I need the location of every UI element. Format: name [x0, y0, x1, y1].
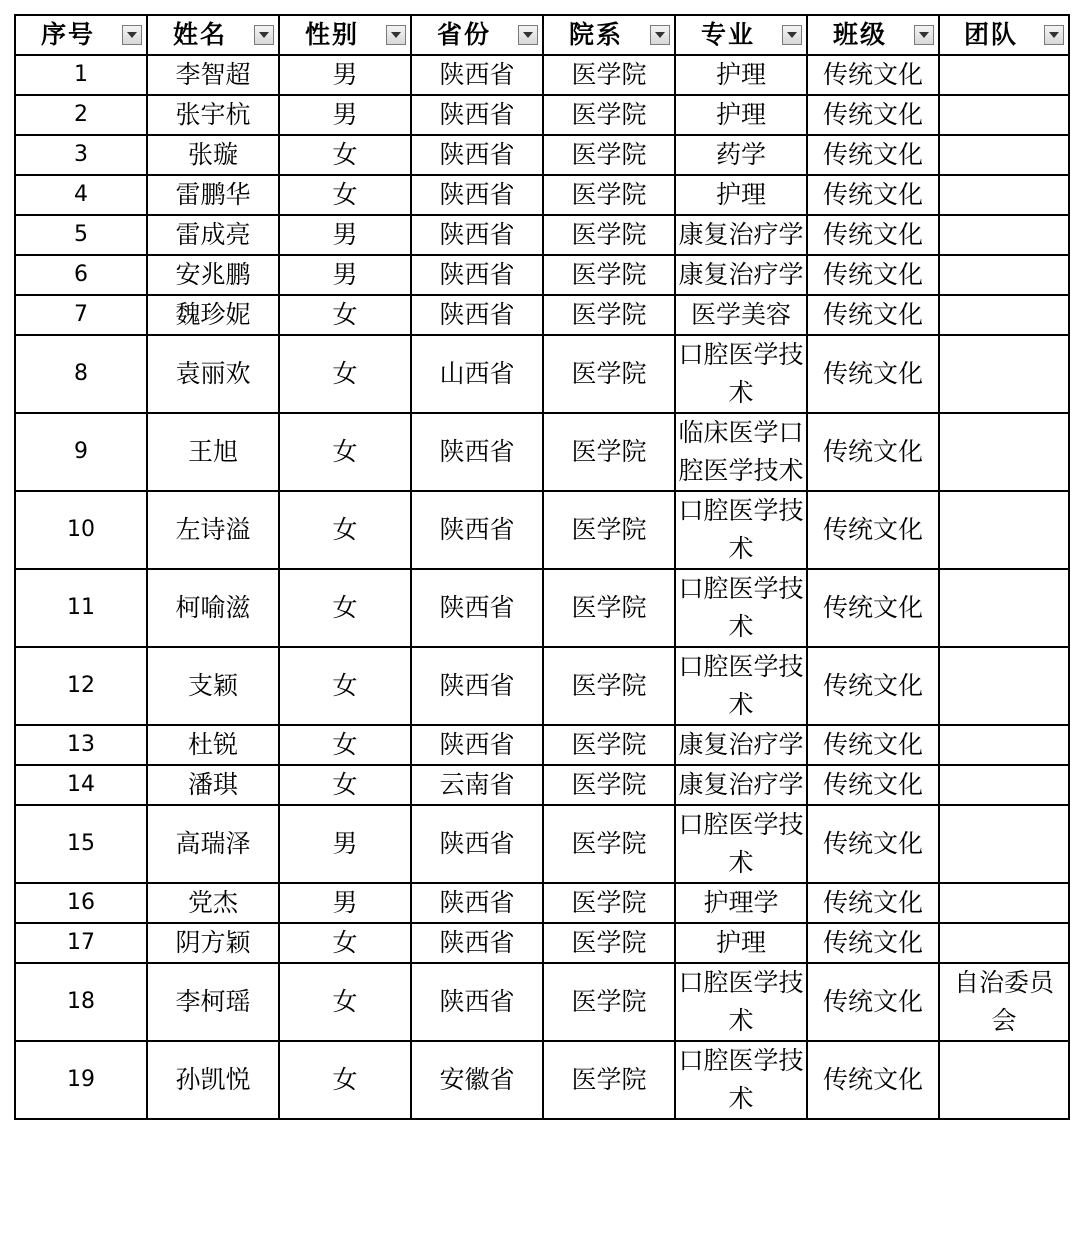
gender-cell[interactable]: 男 — [279, 55, 411, 95]
row-number-cell[interactable]: 3 — [15, 135, 147, 175]
name-cell[interactable]: 魏珍妮 — [147, 295, 279, 335]
name-cell[interactable]: 安兆鹏 — [147, 255, 279, 295]
header-dept: 院系 — [543, 15, 675, 55]
student-table — [14, 14, 1070, 1120]
class-cell[interactable]: 传统文化 — [807, 255, 939, 295]
gender-cell[interactable]: 女 — [279, 1041, 411, 1119]
major-cell[interactable]: 口腔医学技术 — [675, 491, 807, 569]
gender-cell[interactable]: 女 — [279, 135, 411, 175]
dept-cell[interactable]: 医学院 — [543, 1041, 675, 1119]
filter-dropdown-icon[interactable] — [1044, 25, 1064, 45]
dept-cell[interactable]: 医学院 — [543, 135, 675, 175]
row-number-cell[interactable]: 5 — [15, 215, 147, 255]
row-number-cell[interactable]: 13 — [15, 725, 147, 765]
table-row — [15, 883, 1069, 923]
table-row — [15, 135, 1069, 175]
major-cell[interactable]: 口腔医学技术 — [675, 647, 807, 725]
class-cell[interactable]: 传统文化 — [807, 295, 939, 335]
class-cell[interactable]: 传统文化 — [807, 175, 939, 215]
row-number-cell[interactable]: 8 — [15, 335, 147, 413]
name-cell[interactable]: 王旭 — [147, 413, 279, 491]
gender-cell[interactable]: 男 — [279, 215, 411, 255]
dept-cell[interactable]: 医学院 — [543, 765, 675, 805]
province-cell[interactable]: 陕西省 — [411, 725, 543, 765]
filter-dropdown-icon[interactable] — [386, 25, 406, 45]
gender-cell[interactable]: 女 — [279, 923, 411, 963]
row-number-cell[interactable]: 10 — [15, 491, 147, 569]
table-body — [15, 55, 1069, 1119]
province-cell[interactable]: 陕西省 — [411, 569, 543, 647]
team-cell[interactable] — [939, 765, 1069, 805]
dept-cell[interactable]: 医学院 — [543, 725, 675, 765]
class-cell[interactable]: 传统文化 — [807, 923, 939, 963]
table-row — [15, 215, 1069, 255]
name-cell[interactable]: 孙凯悦 — [147, 1041, 279, 1119]
province-cell[interactable]: 陕西省 — [411, 805, 543, 883]
row-number-cell[interactable]: 14 — [15, 765, 147, 805]
table-row — [15, 491, 1069, 569]
gender-cell[interactable]: 女 — [279, 175, 411, 215]
province-cell[interactable]: 陕西省 — [411, 135, 543, 175]
team-cell[interactable] — [939, 215, 1069, 255]
header-no: 序号 — [15, 15, 147, 55]
province-cell[interactable]: 云南省 — [411, 765, 543, 805]
class-cell[interactable]: 传统文化 — [807, 647, 939, 725]
province-cell[interactable]: 陕西省 — [411, 215, 543, 255]
major-cell[interactable]: 医学美容 — [675, 295, 807, 335]
dept-cell[interactable]: 医学院 — [543, 335, 675, 413]
filter-dropdown-icon[interactable] — [782, 25, 802, 45]
class-cell[interactable]: 传统文化 — [807, 335, 939, 413]
gender-cell[interactable]: 女 — [279, 647, 411, 725]
row-number-cell[interactable]: 15 — [15, 805, 147, 883]
filter-dropdown-icon[interactable] — [122, 25, 142, 45]
class-cell[interactable]: 传统文化 — [807, 215, 939, 255]
province-cell[interactable]: 陕西省 — [411, 175, 543, 215]
team-cell[interactable] — [939, 255, 1069, 295]
table-row — [15, 1041, 1069, 1119]
filter-dropdown-icon[interactable] — [254, 25, 274, 45]
major-cell[interactable]: 护理 — [675, 95, 807, 135]
row-number-cell[interactable]: 19 — [15, 1041, 147, 1119]
header-province: 省份 — [411, 15, 543, 55]
table-row — [15, 569, 1069, 647]
team-cell[interactable] — [939, 295, 1069, 335]
name-cell[interactable]: 潘琪 — [147, 765, 279, 805]
row-number-cell[interactable]: 17 — [15, 923, 147, 963]
table-row — [15, 413, 1069, 491]
gender-cell[interactable]: 女 — [279, 963, 411, 1041]
gender-cell[interactable]: 女 — [279, 335, 411, 413]
class-cell[interactable]: 传统文化 — [807, 569, 939, 647]
class-cell[interactable]: 传统文化 — [807, 805, 939, 883]
row-number-cell[interactable]: 6 — [15, 255, 147, 295]
row-number-cell[interactable]: 2 — [15, 95, 147, 135]
class-cell[interactable]: 传统文化 — [807, 413, 939, 491]
dept-cell[interactable]: 医学院 — [543, 883, 675, 923]
team-cell[interactable] — [939, 135, 1069, 175]
province-cell[interactable]: 陕西省 — [411, 413, 543, 491]
row-number-cell[interactable]: 4 — [15, 175, 147, 215]
class-cell[interactable]: 传统文化 — [807, 135, 939, 175]
table-row — [15, 725, 1069, 765]
province-cell[interactable]: 陕西省 — [411, 963, 543, 1041]
province-cell[interactable]: 陕西省 — [411, 923, 543, 963]
filter-dropdown-icon[interactable] — [914, 25, 934, 45]
table-row — [15, 295, 1069, 335]
dept-cell[interactable]: 医学院 — [543, 95, 675, 135]
row-number-cell[interactable]: 1 — [15, 55, 147, 95]
gender-cell[interactable]: 女 — [279, 413, 411, 491]
name-cell[interactable]: 支颖 — [147, 647, 279, 725]
province-cell[interactable]: 安徽省 — [411, 1041, 543, 1119]
class-cell[interactable]: 传统文化 — [807, 883, 939, 923]
team-cell[interactable] — [939, 805, 1069, 883]
header-gender: 性别 — [279, 15, 411, 55]
team-cell[interactable] — [939, 923, 1069, 963]
dept-cell[interactable]: 医学院 — [543, 255, 675, 295]
row-number-cell[interactable]: 12 — [15, 647, 147, 725]
team-cell[interactable] — [939, 1041, 1069, 1119]
dept-cell[interactable]: 医学院 — [543, 647, 675, 725]
name-cell[interactable]: 柯喻滋 — [147, 569, 279, 647]
name-cell[interactable]: 高瑞泽 — [147, 805, 279, 883]
table-row — [15, 175, 1069, 215]
name-cell[interactable]: 张璇 — [147, 135, 279, 175]
province-cell[interactable]: 陕西省 — [411, 491, 543, 569]
table-row — [15, 963, 1069, 1041]
header-major: 专业 — [675, 15, 807, 55]
name-cell[interactable]: 雷鹏华 — [147, 175, 279, 215]
table-row — [15, 765, 1069, 805]
row-number-cell[interactable]: 16 — [15, 883, 147, 923]
name-cell[interactable]: 杜锐 — [147, 725, 279, 765]
table-row — [15, 647, 1069, 725]
class-cell[interactable]: 传统文化 — [807, 491, 939, 569]
major-cell[interactable]: 护理 — [675, 923, 807, 963]
dept-cell[interactable]: 医学院 — [543, 175, 675, 215]
major-cell[interactable]: 药学 — [675, 135, 807, 175]
major-cell[interactable]: 康复治疗学 — [675, 215, 807, 255]
major-cell[interactable]: 口腔医学技术 — [675, 1041, 807, 1119]
dept-cell[interactable]: 医学院 — [543, 491, 675, 569]
name-cell[interactable]: 李柯瑶 — [147, 963, 279, 1041]
class-cell[interactable]: 传统文化 — [807, 725, 939, 765]
gender-cell[interactable]: 女 — [279, 491, 411, 569]
row-number-cell[interactable]: 11 — [15, 569, 147, 647]
name-cell[interactable]: 张宇杭 — [147, 95, 279, 135]
team-cell[interactable] — [939, 725, 1069, 765]
header-class: 班级 — [807, 15, 939, 55]
team-cell[interactable] — [939, 491, 1069, 569]
province-cell[interactable]: 陕西省 — [411, 95, 543, 135]
class-cell[interactable]: 传统文化 — [807, 95, 939, 135]
gender-cell[interactable]: 女 — [279, 725, 411, 765]
major-cell[interactable]: 康复治疗学 — [675, 255, 807, 295]
team-cell[interactable]: 自治委员会 — [939, 963, 1069, 1041]
table-row — [15, 335, 1069, 413]
team-cell[interactable] — [939, 569, 1069, 647]
dept-cell[interactable]: 医学院 — [543, 55, 675, 95]
team-cell[interactable] — [939, 55, 1069, 95]
class-cell[interactable]: 传统文化 — [807, 963, 939, 1041]
major-cell[interactable]: 康复治疗学 — [675, 765, 807, 805]
dept-cell[interactable]: 医学院 — [543, 805, 675, 883]
row-number-cell[interactable]: 9 — [15, 413, 147, 491]
filter-dropdown-icon[interactable] — [650, 25, 670, 45]
province-cell[interactable]: 山西省 — [411, 335, 543, 413]
province-cell[interactable]: 陕西省 — [411, 883, 543, 923]
team-cell[interactable] — [939, 95, 1069, 135]
table-row — [15, 923, 1069, 963]
table-row — [15, 255, 1069, 295]
major-cell[interactable]: 口腔医学技术 — [675, 963, 807, 1041]
major-cell[interactable]: 康复治疗学 — [675, 725, 807, 765]
dept-cell[interactable]: 医学院 — [543, 569, 675, 647]
dept-cell[interactable]: 医学院 — [543, 963, 675, 1041]
dept-cell[interactable]: 医学院 — [543, 413, 675, 491]
team-cell[interactable] — [939, 335, 1069, 413]
province-cell[interactable]: 陕西省 — [411, 647, 543, 725]
dept-cell[interactable]: 医学院 — [543, 295, 675, 335]
team-cell[interactable] — [939, 175, 1069, 215]
team-cell[interactable] — [939, 413, 1069, 491]
gender-cell[interactable]: 男 — [279, 95, 411, 135]
major-cell[interactable]: 护理 — [675, 175, 807, 215]
team-cell[interactable] — [939, 647, 1069, 725]
gender-cell[interactable]: 男 — [279, 805, 411, 883]
table-row — [15, 95, 1069, 135]
province-cell[interactable]: 陕西省 — [411, 55, 543, 95]
major-cell[interactable]: 护理学 — [675, 883, 807, 923]
gender-cell[interactable]: 女 — [279, 765, 411, 805]
dept-cell[interactable]: 医学院 — [543, 215, 675, 255]
major-cell[interactable]: 口腔医学技术 — [675, 335, 807, 413]
class-cell[interactable]: 传统文化 — [807, 765, 939, 805]
name-cell[interactable]: 雷成亮 — [147, 215, 279, 255]
spreadsheet — [14, 14, 1070, 1120]
name-cell[interactable]: 袁丽欢 — [147, 335, 279, 413]
header-row — [15, 15, 1069, 55]
name-cell[interactable]: 阴方颖 — [147, 923, 279, 963]
table-row — [15, 55, 1069, 95]
gender-cell[interactable]: 女 — [279, 569, 411, 647]
table-row — [15, 805, 1069, 883]
major-cell[interactable]: 口腔医学技术 — [675, 805, 807, 883]
major-cell[interactable]: 口腔医学技术 — [675, 569, 807, 647]
name-cell[interactable]: 党杰 — [147, 883, 279, 923]
gender-cell[interactable]: 女 — [279, 295, 411, 335]
gender-cell[interactable]: 男 — [279, 255, 411, 295]
major-cell[interactable]: 护理 — [675, 55, 807, 95]
row-number-cell[interactable]: 18 — [15, 963, 147, 1041]
major-cell[interactable]: 临床医学口腔医学技术 — [675, 413, 807, 491]
province-cell[interactable]: 陕西省 — [411, 295, 543, 335]
filter-dropdown-icon[interactable] — [518, 25, 538, 45]
header-team: 团队 — [939, 15, 1069, 55]
header-name: 姓名 — [147, 15, 279, 55]
row-number-cell[interactable]: 7 — [15, 295, 147, 335]
class-cell[interactable]: 传统文化 — [807, 1041, 939, 1119]
province-cell[interactable]: 陕西省 — [411, 255, 543, 295]
dept-cell[interactable]: 医学院 — [543, 923, 675, 963]
class-cell[interactable]: 传统文化 — [807, 55, 939, 95]
gender-cell[interactable]: 男 — [279, 883, 411, 923]
name-cell[interactable]: 李智超 — [147, 55, 279, 95]
name-cell[interactable]: 左诗溢 — [147, 491, 279, 569]
team-cell[interactable] — [939, 883, 1069, 923]
